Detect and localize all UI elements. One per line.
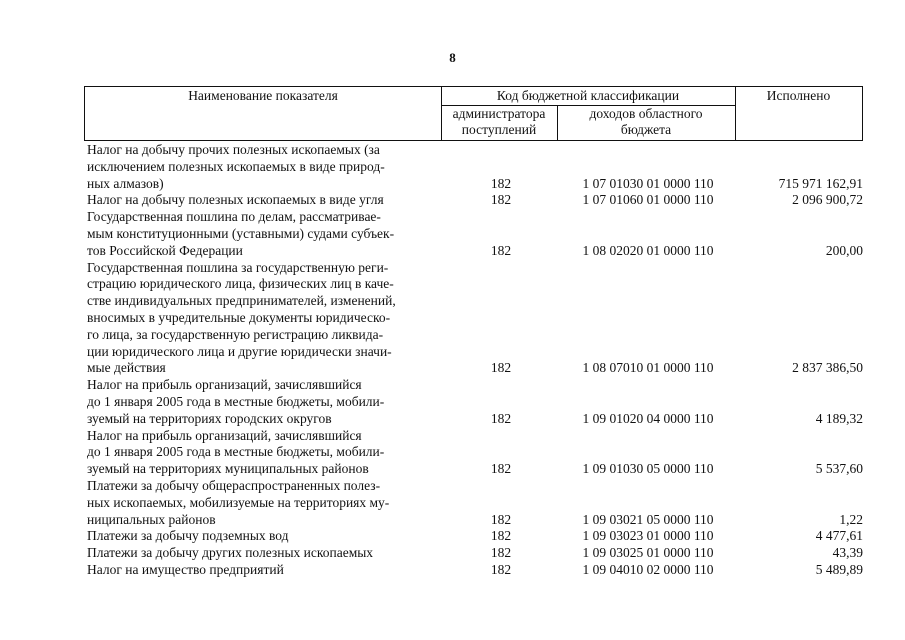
row-amount: 4 477,61 <box>815 528 863 544</box>
row-amount: 2 096 900,72 <box>792 192 863 208</box>
row-name-line: ниципальных районов <box>87 511 216 527</box>
row-revenue-code: 1 09 03025 01 0000 110 <box>582 545 714 561</box>
row-name <box>87 545 432 562</box>
row-admin-code: 182 <box>490 242 512 258</box>
table-row <box>87 478 863 528</box>
table-row <box>87 209 863 259</box>
header-code-group: Код бюджетной классификации <box>496 88 680 103</box>
row-admin-code: 182 <box>490 461 512 477</box>
header-admin-line: поступлений <box>461 122 537 137</box>
table-row <box>87 260 863 378</box>
row-name-line: до 1 января 2005 года в местные бюджеты, мобили- <box>87 393 385 409</box>
row-name-line: исключением полезных ископаемых в виде природ- <box>87 158 385 174</box>
row-revenue-code: 1 09 01030 05 0000 110 <box>582 461 714 477</box>
row-amount: 2 837 386,50 <box>792 360 863 376</box>
row-admin-code: 182 <box>490 360 512 376</box>
row-amount: 200,00 <box>825 242 863 258</box>
header-revenue-line: доходов областного <box>589 106 703 121</box>
row-revenue-code: 1 07 01030 01 0000 110 <box>582 175 714 191</box>
row-name-line: мым конституционными (уставными) судами субъек- <box>87 225 395 241</box>
row-name-line: стве индивидуальных предпринимателей, изменений, <box>87 293 396 309</box>
row-name-line: Государственная пошлина по делам, рассматривае- <box>87 209 381 225</box>
table-row <box>87 528 863 545</box>
row-name <box>87 377 432 427</box>
row-name-line: ции юридического лица и другие юридически значи- <box>87 343 392 359</box>
row-name-line: Налог на прибыль организаций, зачислявшийся <box>87 427 362 443</box>
row-name-line: ных алмазов) <box>87 175 164 191</box>
row-revenue-code: 1 07 01060 01 0000 110 <box>582 192 714 208</box>
row-name-line: Платежи за добычу других полезных ископаемых <box>87 545 374 561</box>
table-row <box>87 142 863 192</box>
row-name-line: Налог на добычу прочих полезных ископаемых (за <box>87 142 380 157</box>
row-amount: 43,39 <box>832 545 863 561</box>
table-row <box>87 545 863 562</box>
row-name <box>87 478 432 528</box>
row-name-line: зуемый на территориях городских округов <box>87 410 332 426</box>
row-revenue-code: 1 09 03021 05 0000 110 <box>582 511 714 527</box>
header-revenue <box>557 106 735 138</box>
page-number: 8 <box>449 50 456 65</box>
row-admin-code: 182 <box>490 562 512 577</box>
row-name-line: Налог на добычу полезных ископаемых в виде угля <box>87 192 384 208</box>
row-admin-code: 182 <box>490 175 512 191</box>
row-name-line: Платежи за добычу общераспространенных полез- <box>87 478 381 493</box>
header-name: Наименование показателя <box>188 88 338 103</box>
row-name-line: Государственная пошлина за государственную реги- <box>87 259 389 275</box>
row-name <box>87 260 432 378</box>
row-admin-code: 182 <box>490 410 512 426</box>
row-name <box>87 562 432 579</box>
table-row <box>87 428 863 478</box>
row-name-line: Платежи за добычу подземных вод <box>87 528 289 544</box>
header-admin <box>441 106 557 138</box>
row-amount: 5 489,89 <box>815 562 863 577</box>
row-amount: 4 189,32 <box>815 410 863 426</box>
table-row <box>87 377 863 427</box>
row-revenue-code: 1 09 01020 04 0000 110 <box>582 410 714 426</box>
row-name <box>87 142 432 192</box>
table-header <box>84 86 863 141</box>
header-executed: Исполнено <box>766 88 831 103</box>
row-name <box>87 192 432 209</box>
row-admin-code: 182 <box>490 528 512 544</box>
row-amount: 1,22 <box>839 511 863 527</box>
row-admin-code: 182 <box>490 545 512 561</box>
row-name-line: Налог на имущество предприятий <box>87 562 284 577</box>
row-name-line: зуемый на территориях муниципальных районов <box>87 461 369 477</box>
row-name-line: до 1 января 2005 года в местные бюджеты, мобили- <box>87 444 385 460</box>
row-name-line: Налог на прибыль организаций, зачислявшийся <box>87 377 362 393</box>
header-revenue-line: бюджета <box>620 122 672 137</box>
row-name-line: го лица, за государственную регистрацию ликвида- <box>87 326 384 342</box>
table-row <box>87 192 863 209</box>
row-name <box>87 209 432 259</box>
header-admin-line: администратора <box>452 106 546 121</box>
row-name-line: мые действия <box>87 360 166 376</box>
row-name-line: страцию юридического лица, физических лиц в каче- <box>87 276 394 292</box>
row-amount: 715 971 162,91 <box>778 175 863 191</box>
row-amount: 5 537,60 <box>815 461 863 477</box>
row-revenue-code: 1 09 03023 01 0000 110 <box>582 528 714 544</box>
row-revenue-code: 1 08 02020 01 0000 110 <box>582 242 714 258</box>
row-name <box>87 528 432 545</box>
row-revenue-code: 1 09 04010 02 0000 110 <box>582 562 714 577</box>
row-revenue-code: 1 08 07010 01 0000 110 <box>582 360 714 376</box>
row-name-line: вносимых в учредительные документы юридическо- <box>87 309 391 325</box>
row-admin-code: 182 <box>490 192 512 208</box>
table-row <box>87 562 863 579</box>
row-name-line: ных ископаемых, мобилизуемые на территориях му- <box>87 494 390 510</box>
row-admin-code: 182 <box>490 511 512 527</box>
row-name-line: тов Российской Федерации <box>87 242 243 258</box>
row-name <box>87 428 432 478</box>
